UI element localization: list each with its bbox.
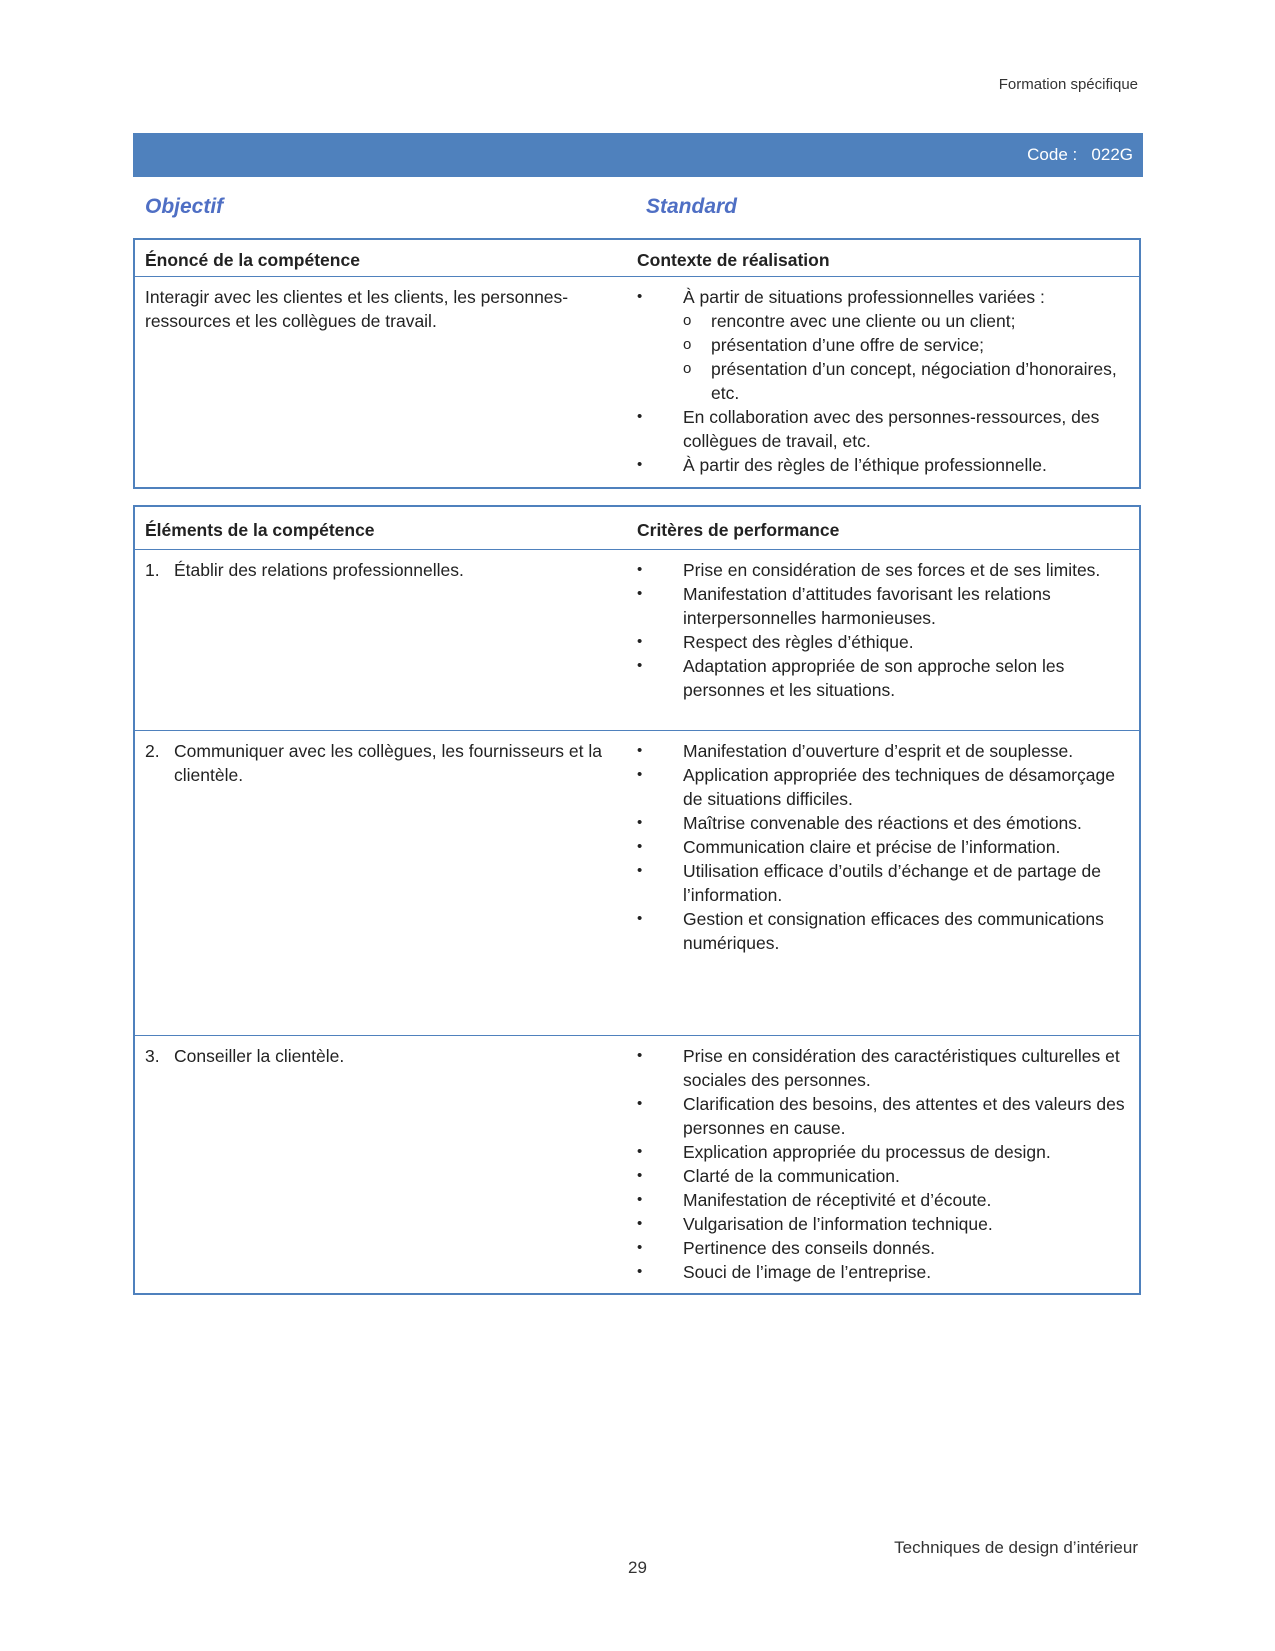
competence-row [135,277,1139,477]
criterion: • Clarté de la communication. [637,1164,1139,1188]
program-header: Formation spécifique [998,76,1138,93]
criterion: • Respect des règles d’éthique. [637,630,1139,654]
contexte-item: • En collaboration avec des personnes-ressources, des collègues de travail, etc. [637,405,1139,453]
criteria-list [637,1044,1139,1284]
element-text: Communiquer avec les collègues, les fournisseurs et la clientèle. [174,741,602,785]
elements-header: Éléments de la compétence [145,520,375,540]
section-standard: Standard [646,195,738,218]
section-objectif: Objectif [145,195,224,218]
footer-program-title: Techniques de design d’intérieur [894,1538,1138,1557]
criterion: • Adaptation appropriée de son approche selon les personnes et les situations. [637,654,1139,702]
element-row-2 [135,731,1139,1036]
criterion: • Manifestation de réceptivité et d’écoute. [637,1188,1139,1212]
enonce-header: Énoncé de la compétence [145,250,360,270]
criterion: • Manifestation d’ouverture d’esprit et de souplesse. [637,739,1139,763]
criteres-header: Critères de performance [637,520,840,540]
contexte-list [637,285,1139,477]
element-row-3 [135,1036,1139,1284]
contexte-header: Contexte de réalisation [637,250,830,270]
contexte-subitem: o rencontre avec une cliente ou un client; [683,309,1131,333]
criterion: • Souci de l’image de l’entreprise. [637,1260,1139,1284]
contexte-sublist [683,309,1131,405]
code-value: 022G [1091,145,1133,164]
competence-table [133,238,1141,489]
elements-table-header [135,507,1139,550]
contexte-subitem: o présentation d’une offre de service; [683,333,1131,357]
criterion: • Maîtrise convenable des réactions et des émotions. [637,811,1139,835]
criterion: • Clarification des besoins, des attentes et des valeurs des personnes en cause. [637,1092,1139,1140]
element-row-1 [135,550,1139,731]
element-text: Établir des relations professionnelles. [174,560,464,580]
criterion: • Pertinence des conseils donnés. [637,1236,1139,1260]
criterion: • Vulgarisation de l’information technique. [637,1212,1139,1236]
criterion: • Explication appropriée du processus de design. [637,1140,1139,1164]
element-item: 2. Communiquer avec les collègues, les fournisseurs et la clientèle. [145,739,617,787]
elements-table [133,505,1141,1295]
competence-table-header [135,240,1139,277]
contexte-subitem: o présentation d’un concept, négociation d’honoraires, etc. [683,357,1131,405]
code-label: Code : 022G [1027,145,1133,164]
contexte-item: • À partir des règles de l’éthique professionnelle. [637,453,1139,477]
criteria-list [637,558,1139,702]
criteria-list [637,739,1139,955]
page-number: 29 [628,1558,647,1577]
criterion: • Application appropriée des techniques de désamorçage de situations difficiles. [637,763,1139,811]
criterion: • Gestion et consignation efficaces des communications numériques. [637,907,1139,955]
contexte-item: • À partir de situations professionnelles variées : o rencontre avec une cliente ou un client; o présentation d’une offre de service; o présentation d’un concept, négociation d’honoraires, etc. [637,285,1139,405]
criterion: • Manifestation d’attitudes favorisant les relations interpersonnelles harmonieuses. [637,582,1139,630]
element-text: Conseiller la clientèle. [174,1046,345,1066]
criterion: • Prise en considération de ses forces et de ses limites. [637,558,1139,582]
criterion: • Prise en considération des caractéristiques culturelles et sociales des personnes. [637,1044,1139,1092]
element-item: 1. Établir des relations professionnelles. [145,560,464,580]
criterion: • Communication claire et précise de l’information. [637,835,1139,859]
enonce-text: Interagir avec les clientes et les clients, les personnes-ressources et les collègues de travail. [145,287,569,331]
element-item: 3. Conseiller la clientèle. [145,1046,345,1066]
criterion: • Utilisation efficace d’outils d’échange et de partage de l’information. [637,859,1139,907]
code-bar [133,133,1143,177]
